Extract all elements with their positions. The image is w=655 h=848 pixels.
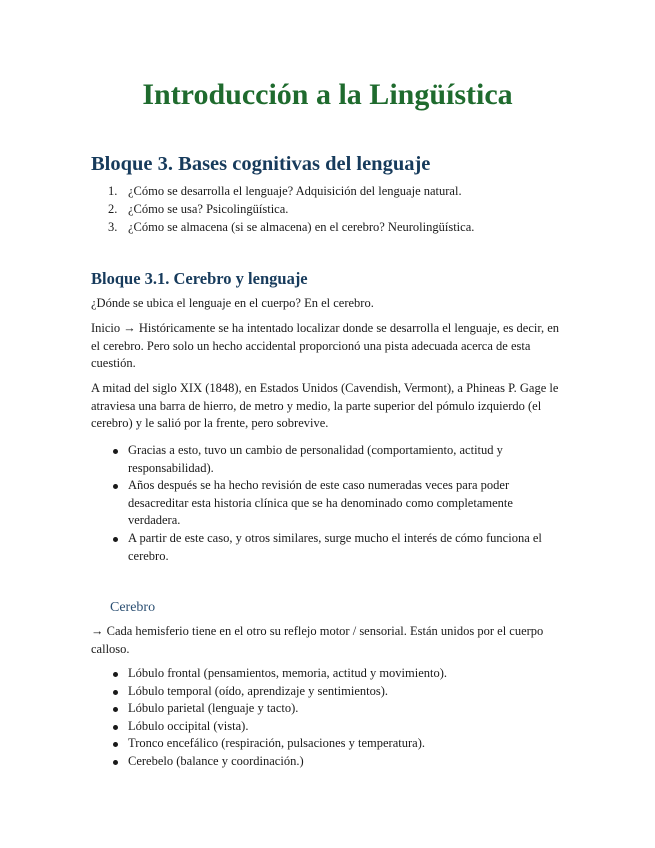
list-item-text: Lóbulo frontal (pensamientos, memoria, actitud y movimiento). [128,666,448,680]
bullet-icon [113,690,118,695]
bullet-icon [113,484,118,489]
paragraph-hemisferio: → Cada hemisferio tiene en el otro su reflejo motor / sensorial. Están unidos por el cuerpo calloso. [91,624,544,656]
list-item-text: Gracias a esto, tuvo un cambio de personalidad (comportamiento, actitud y responsabilidad). [128,443,503,475]
gage-bullet-list [108,442,558,565]
bullet-icon [113,742,118,747]
list-item-text: Cerebelo (balance y coordinación.) [128,753,304,768]
list-item [108,665,558,683]
paragraph-gage: A mitad del siglo XIX (1848), en Estados Unidos (Cavendish, Vermont), a Phineas P. Gage le atraviesa una barra de hierro, de metro y medio, la parte superior del pómulo izquierdo (el cerebro) y le salió por la frente, pero sobrevive. [91,381,559,431]
block3-heading: Bloque 3. Bases cognitivas del lenguaje [91,153,431,175]
paragraph-location: ¿Dónde se ubica el lenguaje en el cuerpo? En el cerebro. [91,296,374,310]
questions-list [108,182,588,236]
document-title: Introducción a la Lingüística [142,78,513,111]
list-item [108,530,558,565]
bullet-icon [113,760,118,765]
lobes-list [108,665,558,771]
bullet-icon [113,449,118,454]
list-item-text: ¿Cómo se almacena (si se almacena) en el cerebro? Neurolingüística. [128,220,475,234]
list-item-text: Lóbulo parietal (lenguaje y tacto). [128,701,299,716]
list-item-text: ¿Cómo se desarrolla el lenguaje? Adquisición del lenguaje natural. [128,184,462,198]
list-number: 3. [108,220,118,234]
list-number: 1. [108,184,118,198]
list-item-text: ¿Cómo se usa? Psicolingüística. [128,202,289,216]
list-item [108,442,558,477]
bullet-icon [113,537,118,542]
list-item-text: Lóbulo occipital (vista). [128,718,249,733]
list-item [108,700,558,718]
bullet-icon [113,707,118,712]
list-item [108,683,558,701]
cerebro-heading: Cerebro [110,600,156,615]
bullet-icon [113,672,118,677]
list-item [108,753,558,771]
list-item-text: Tronco encefálico (respiración, pulsaciones y temperatura). [128,736,425,751]
list-item-text: A partir de este caso, y otros similares, surge mucho el interés de cómo funciona el cerebro. [128,530,542,563]
list-item [108,200,588,218]
list-item [108,182,588,200]
bullet-icon [113,725,118,730]
list-item [108,735,558,753]
list-item [108,477,558,530]
list-item-text: Lóbulo temporal (oído, aprendizaje y sentimientos). [128,683,388,698]
list-item [108,718,558,736]
paragraph-inicio: Inicio → Históricamente se ha intentado localizar donde se desarrolla el lenguaje, es decir, en el cerebro. Pero solo un hecho accidental proporcionó una pista adecuada acerca de esta cuestión. [91,321,560,371]
block31-heading: Bloque 3.1. Cerebro y lenguaje [91,269,308,288]
list-item-text: Años después se ha hecho revisión de este caso numeradas veces para poder desacreditar esta historia clínica que se ha denominado como completamente verdadera. [128,478,513,528]
list-number: 2. [108,202,118,216]
list-item [108,218,588,236]
